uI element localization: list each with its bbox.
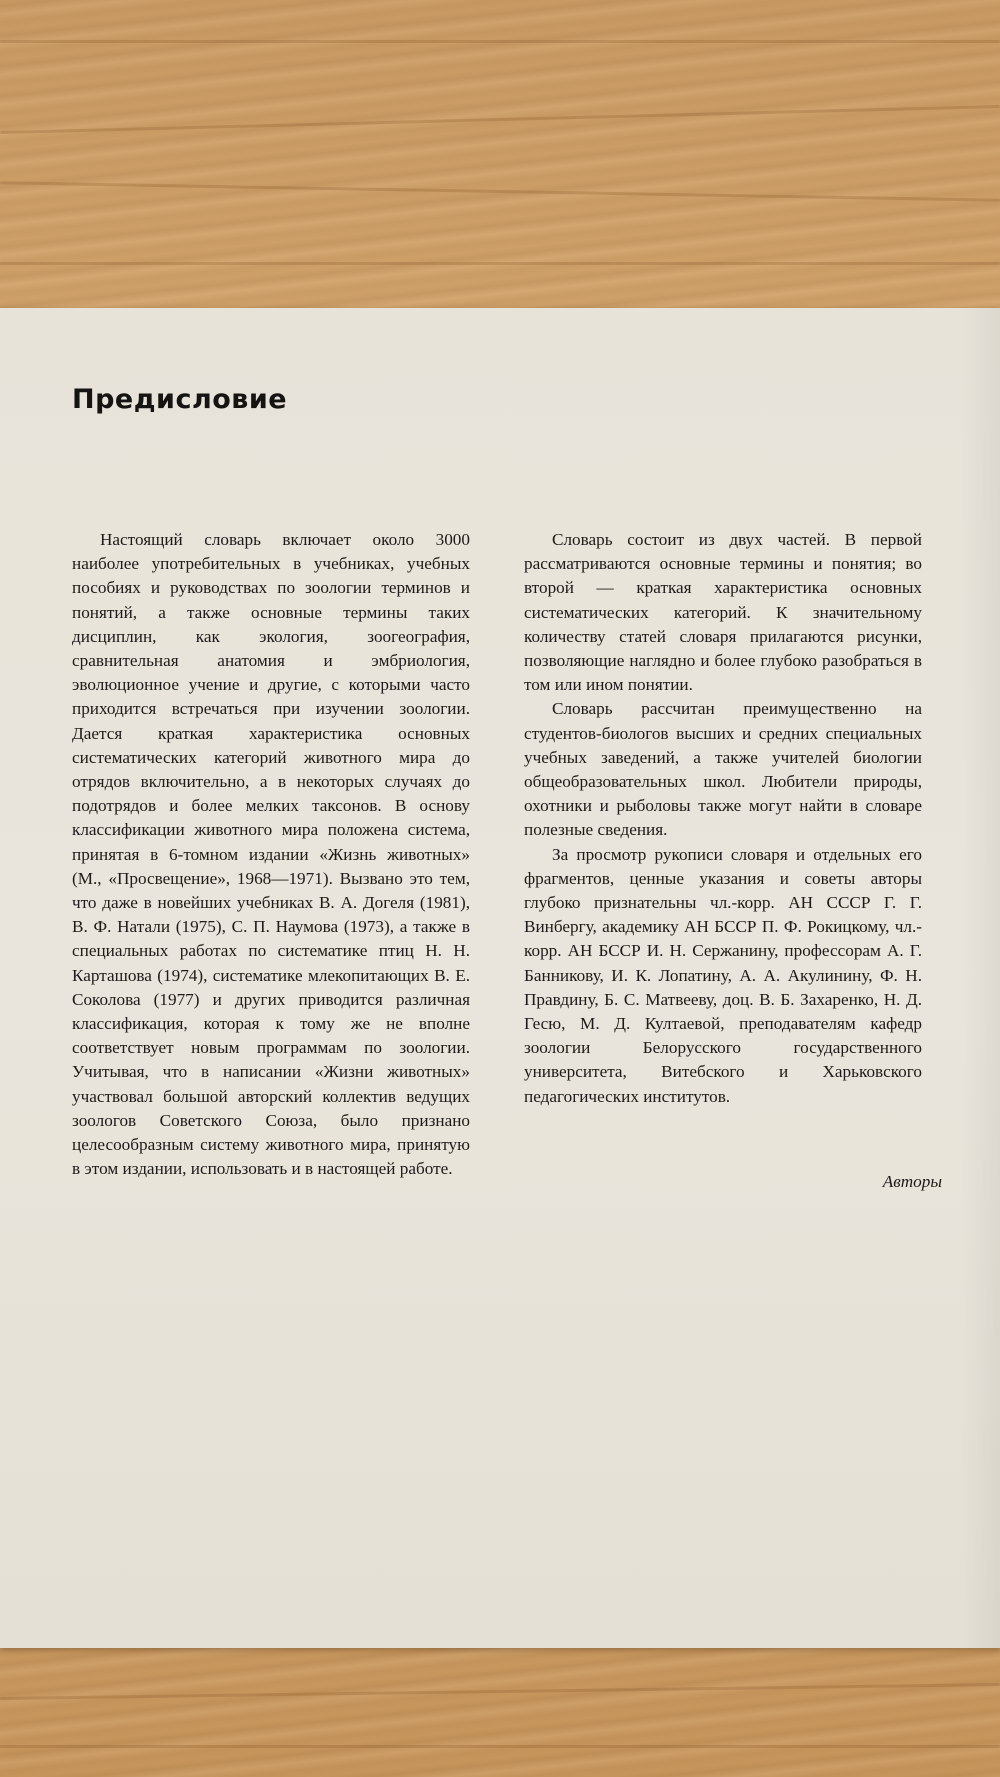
signature: Авторы [882,1172,942,1191]
paragraph: Словарь состоит из двух частей. В первой рассматриваются основные термины и понятия; во второй — краткая характеристика основных систематических категорий. К значительному количеству статей словаря прилагаются рисунки, позволяющие наглядно и более глубоко разобраться в том или ином понятии. [524,530,922,695]
right-column [524,528,922,1109]
wood-grain-line [0,105,1000,134]
book-page [0,308,1000,1648]
page-shadow [960,308,1000,1648]
wood-grain-line [0,1683,1000,1700]
page-title: Предисловие [72,384,288,415]
paragraph: Словарь рассчитан преимущественно на студентов-биологов высших и средних специальных учебных заведений, а также учителей биологии общеобразовательных школ. Любители природы, охотники и рыболовы также могут найти в словаре полезные сведения. [524,699,922,840]
wood-grain-line [0,1745,1000,1748]
wood-grain-line [0,262,1000,265]
paragraph: За просмотр рукописи словаря и отдельных его фрагментов, ценные указания и советы авторы глубоко признательны чл.-корр. АН СССР Г. Г. Винбергу, академику АН БССР П. Ф. Рокицкому, чл.-корр. АН БССР И. Н. Сержанину, профессорам А. Г. Банникову, И. К. Лопатину, А. А. Акулинину, Ф. Н. Правдину, Б. С. Матвееву, доц. В. Б. Захаренко, Н. Д. Гесю, М. Д. Култаевой, преподавателям кафедр зоологии Белорусского государственного университета, Витебского и Харьковского педагогических институтов. [524,844,922,1106]
paragraph: Настоящий словарь включает около 3000 наиболее употребительных в учебниках, учебных пособиях и руководствах по зоологии терминов и понятий, а также основные термины таких дисциплин, как экология, зоогеография, сравнительная анатомия и эмбриология, эволюционное учение и другие, с которыми часто приходится встречаться при изучении зоологии. Дается краткая характеристика основных систематических категорий животного мира до отрядов включительно, а в некоторых случаях до подотрядов и более мелких таксонов. В основу классификации животного мира положена система, принятая в 6-томном издании «Жизнь животных» (М., «Просвещение», 1968—1971). Вызвано это тем, что даже в новейших учебниках В. А. Догеля (1981), В. Ф. Натали (1975), С. П. Наумова (1973), а также в специальных работах по систематике птиц Н. Н. Карташова (1974), систематике млекопитающих В. Е. Соколова (1977) и других приводится различная классификация, которая к тому же не вполне соответствует новым программам по зоологии. Учитывая, что в написании «Жизни животных» участвовал большой авторский коллектив ведущих зоологов Советского Союза, было признано целесообразным систему животного мира, принятую в этом издании, использовать и в настоящей работе. [72,530,470,1179]
wood-grain-line [0,40,1000,43]
left-column [72,528,470,1181]
wood-grain-line [0,181,1000,201]
